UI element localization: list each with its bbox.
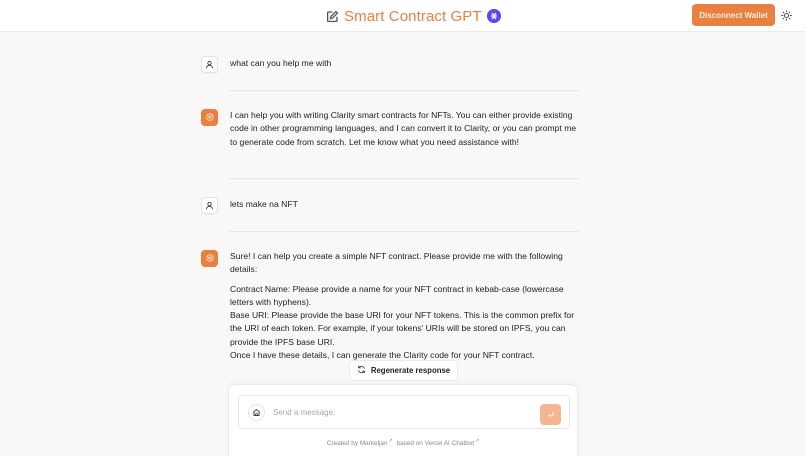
message-paragraph: I can help you with writing Clarity smart contracts for NFTs. You can either provide existing code in other programming languages, and I can convert it to Clarity, or you can prompt me to generate code from scratch. Let me know what you need assistance with!	[230, 110, 577, 147]
message-text	[230, 250, 582, 362]
assistant-avatar	[201, 109, 218, 126]
message-divider	[229, 231, 579, 232]
message-paragraph: what can you help me with	[230, 58, 332, 68]
vercel-chatbot-link[interactable]: Vercel AI Chatbot	[424, 440, 474, 448]
message-paragraph: Sure! I can help you create a simple NFT contract. Please provide me with the following details:	[230, 251, 563, 275]
footer-text: based on	[396, 440, 423, 448]
message-paragraph: Once I have these details, I can generate the Clarity code for your NFT contract.	[230, 350, 535, 361]
user-icon	[205, 197, 214, 215]
message-paragraph: Contract Name: Please provide a name for your NFT contract in kebab-case (lowercase letters with hyphens).	[230, 283, 564, 307]
regenerate-label: Regenerate response	[370, 366, 451, 375]
message-input[interactable]	[273, 404, 523, 421]
sun-icon[interactable]	[780, 9, 792, 21]
message-text	[230, 109, 582, 155]
stacks-logo-icon	[487, 9, 501, 23]
regenerate-response-button[interactable]	[349, 360, 458, 381]
input-box	[238, 395, 570, 429]
disconnect-wallet-button[interactable]: Disconnect Wallet	[692, 4, 775, 26]
send-button[interactable]	[540, 404, 561, 425]
message-text	[230, 198, 582, 217]
message-text	[230, 57, 582, 76]
refresh-icon	[357, 365, 366, 376]
home-icon[interactable]	[248, 404, 265, 421]
enter-icon	[547, 407, 555, 422]
message-composer	[228, 384, 578, 456]
user-avatar	[201, 197, 218, 214]
user-icon	[205, 56, 214, 74]
openai-icon	[205, 250, 215, 268]
external-link-icon: ↗	[388, 438, 393, 444]
user-avatar	[201, 56, 218, 73]
app-title: Smart Contract GPT	[344, 7, 482, 25]
author-link[interactable]: Markeljan	[359, 440, 388, 448]
footer-credits	[229, 438, 579, 447]
assistant-avatar	[201, 250, 218, 267]
openai-icon	[205, 109, 215, 127]
message-divider	[229, 90, 579, 91]
external-link-icon: ↗	[475, 438, 480, 444]
message-divider	[229, 178, 579, 179]
message-paragraph: lets make na NFT	[230, 199, 298, 209]
brand	[326, 5, 501, 27]
edit-icon[interactable]	[326, 10, 339, 23]
top-header	[0, 0, 806, 32]
message-paragraph: Base URI: Please provide the base URI for your NFT tokens. This is the common prefix for the URI of each token. For example, if your tokens' URIs will be stored on IPFS, you can provide the IPFS base URI.	[230, 310, 575, 347]
footer-text: Created by	[326, 440, 359, 448]
